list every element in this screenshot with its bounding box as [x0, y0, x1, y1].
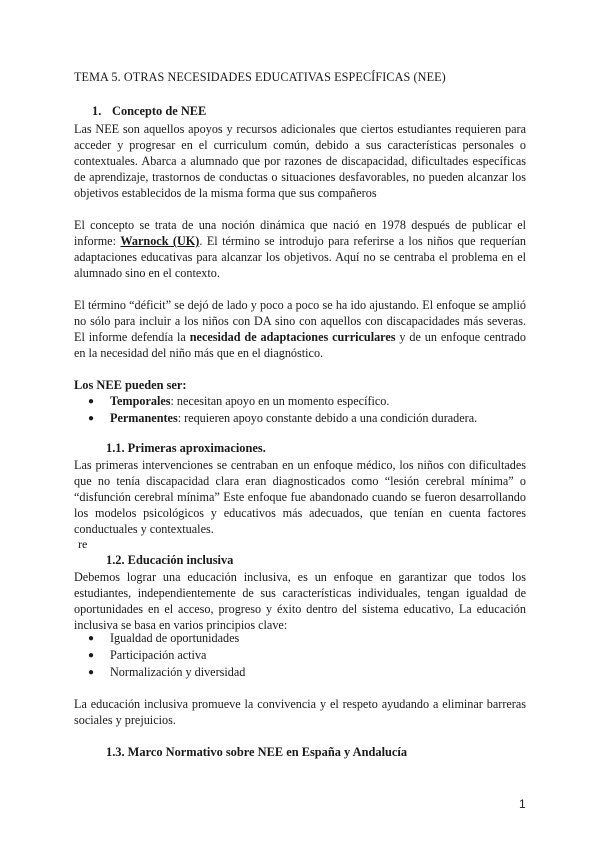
- paragraph-deficit-text-b: y de un enfoque centrado en la necesidad del niño más que en el diagnóstico.: [74, 330, 526, 360]
- paragraph-coexistence: La educación inclusiva promueve la convivencia y el respeto ayudando a eliminar barreras sociales y prejuicios.: [74, 697, 526, 727]
- list-item: [88, 393, 477, 410]
- type-description: : requieren apoyo constante debido a una condición duradera.: [177, 411, 478, 425]
- paragraph-origin-text-b: . El término se introdujo para referirse a los niños que requerían adaptaciones educativas para alcanzar los objetivos. Aquí no se centraba el problema en el alumnado sino en el contexto.: [74, 234, 526, 280]
- types-heading: Los NEE pueden ser:: [74, 378, 187, 392]
- paragraph-first-approaches: Las primeras intervenciones se centraban en un enfoque médico, los niños con dificultades que no tenía discapacidad clara eran diagnosticados como “lesión cerebral mínima” o “disfunción cerebral mínima” Este enfoque fue abandonado cuando se fueron desarrollando los modelos psicológicos y educativos más adecuados, que tenían en cuenta factores conductuales y contextuales.: [74, 458, 526, 536]
- list-item: [88, 410, 477, 427]
- paragraph-deficit-text-a: El término “déficit” se dejó de lado y poco a poco se ha ido ajustando. El enfoque se amplió no sólo para incluir a los niños con DA sino con aquellos con discapacidades más severas. El informe defendía la: [74, 298, 526, 344]
- list-item: ● Participación activa: [88, 647, 245, 664]
- type-term: Temporales: [110, 394, 171, 408]
- warnock-link[interactable]: Warnock (UK): [120, 234, 200, 248]
- paragraph-deficit: [74, 297, 526, 361]
- document-title: TEMA 5. OTRAS NECESIDADES EDUCATIVAS ESPECÍFICAS (NEE): [74, 70, 446, 84]
- subsection-heading-1-2: 1.2. Educación inclusiva: [106, 553, 234, 567]
- types-list: [88, 393, 477, 427]
- paragraph-definition: Las NEE son aquellos apoyos y recursos adicionales que ciertos estudiantes requieren para acceder y progresar en el curriculum común, debido a sus características personales o contextuales. Abarca a alumnado que por razones de discapacidad, dificultades específicas de aprendizaje, trastornos de conductas o situaciones desfavorables, no pueden alcanzar los objetivos establecidos de la misma forma que sus compañeros: [74, 122, 526, 200]
- paragraph-origin: [74, 217, 526, 281]
- type-description: : necesitan apoyo en un momento específico.: [170, 394, 390, 408]
- section-title: Concepto de NEE: [112, 104, 207, 118]
- emphasis-adaptations: necesidad de adaptaciones curriculares: [189, 330, 396, 344]
- list-item: ● Normalización y diversidad: [88, 664, 245, 681]
- page-number: 1: [519, 797, 526, 811]
- paragraph-origin-text-a: El concepto se trata de una noción dinámica que nació en 1978 después de publicar el informe:: [74, 218, 526, 248]
- principles-list: [88, 630, 245, 681]
- section-heading-1: [92, 104, 206, 119]
- section-number: 1.: [92, 104, 102, 118]
- type-term: Permanentes: [110, 411, 178, 425]
- subsection-heading-1-1: 1.1. Primeras aproximaciones.: [106, 441, 266, 455]
- paragraph-inclusive-education: Debemos lograr una educación inclusiva, es un enfoque en garantizar que todos los estudiantes, independientemente de sus características individuales, tengan igualdad de oportunidades en el acceso, progreso y éxito dentro del sistema educativo, La educación inclusiva se basa en varios principios clave:: [74, 570, 526, 632]
- list-item: ● Igualdad de oportunidades: [88, 630, 245, 647]
- subsection-heading-1-3: 1.3. Marco Normativo sobre NEE en España y Andalucía: [106, 745, 408, 759]
- stray-text: re: [78, 537, 88, 551]
